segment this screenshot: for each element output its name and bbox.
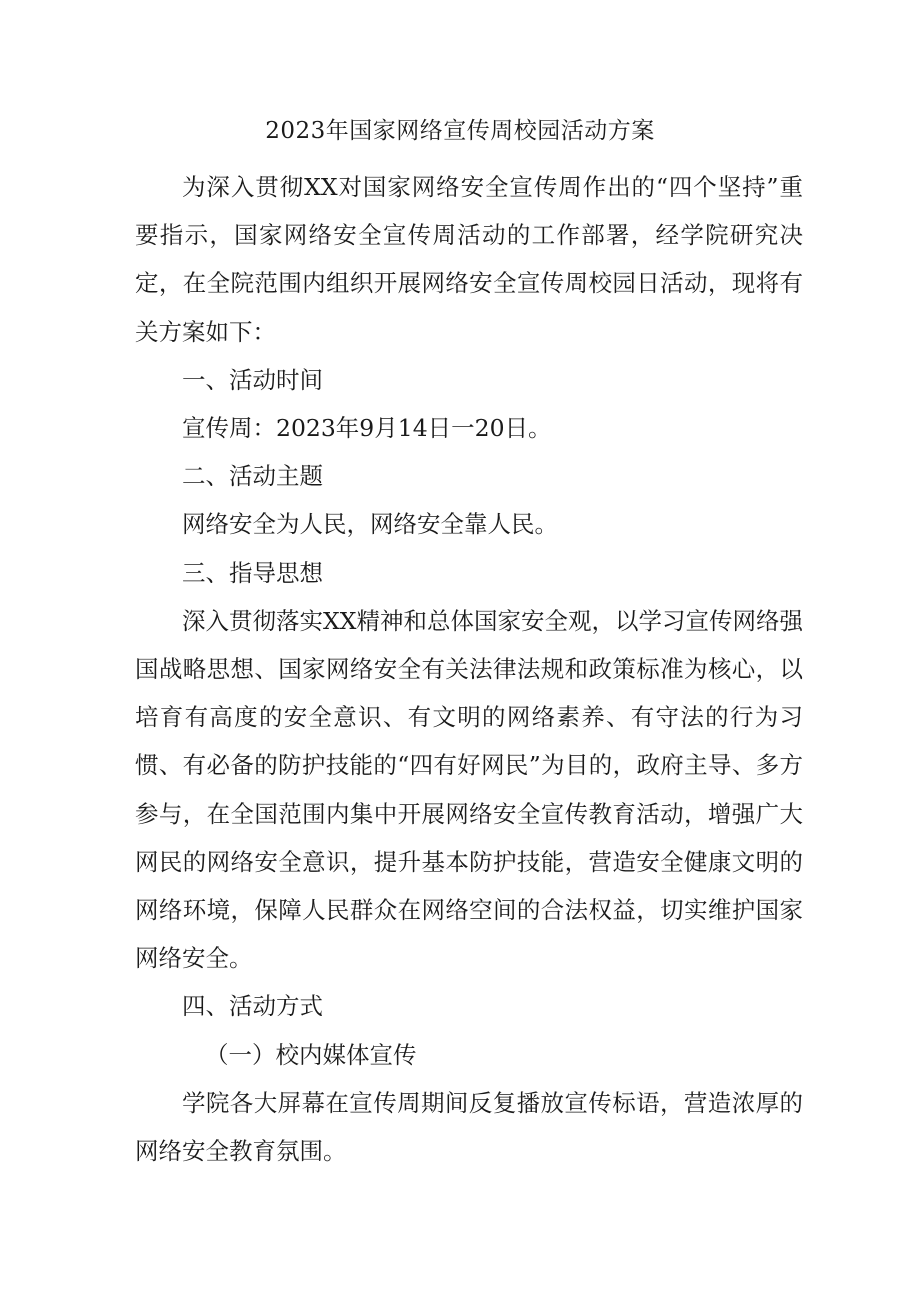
- heading-activity-methods: 四、活动方式: [182, 992, 323, 1021]
- document-title: 2023年国家网络宣传周校园活动方案: [265, 118, 655, 144]
- paragraph-intro: 为深入贯彻XX对国家网络安全宣传周作出的“四个坚持”重要指示，国家网络安全宣传周活动的工作部署，经学院研究决定，在全院范围内组织开展网络安全宣传周校园日活动，现将有关方案如下：: [135, 173, 803, 346]
- heading-guiding-ideology: 三、指导思想: [182, 558, 323, 587]
- paragraph-guiding-ideology: 深入贯彻落实XX精神和总体国家安全观，以学习宣传网络强国战略思想、国家网络安全有关法律法规和政策标准为核心，以培育有高度的安全意识、有文明的网络素养、有守法的行为习惯、有必备的防护技能的“四有好网民”为目的，政府主导、多方参与，在全国范围内集中开展网络安全宣传教育活动，增强广大网民的网络安全意识，提升基本防护技能，营造安全健康文明的网络环境，保障人民群众在网络空间的合法权益，切实维护国家网络安全。: [135, 606, 803, 973]
- document-body: [135, 163, 803, 1175]
- paragraph-activity-theme: 网络安全为人民，网络安全靠人民。: [182, 510, 558, 539]
- paragraph-campus-media: 学院各大屏幕在宣传周期间反复播放宣传标语，营造浓厚的网络安全教育氛围。: [135, 1088, 803, 1166]
- heading-activity-theme: 二、活动主题: [182, 462, 323, 491]
- subheading-campus-media: （一）校内媒体宣传: [205, 1040, 417, 1069]
- paragraph-activity-time: 宣传周：2023年9月14日一20日。: [182, 414, 552, 443]
- heading-activity-time: 一、活动时间: [182, 365, 323, 394]
